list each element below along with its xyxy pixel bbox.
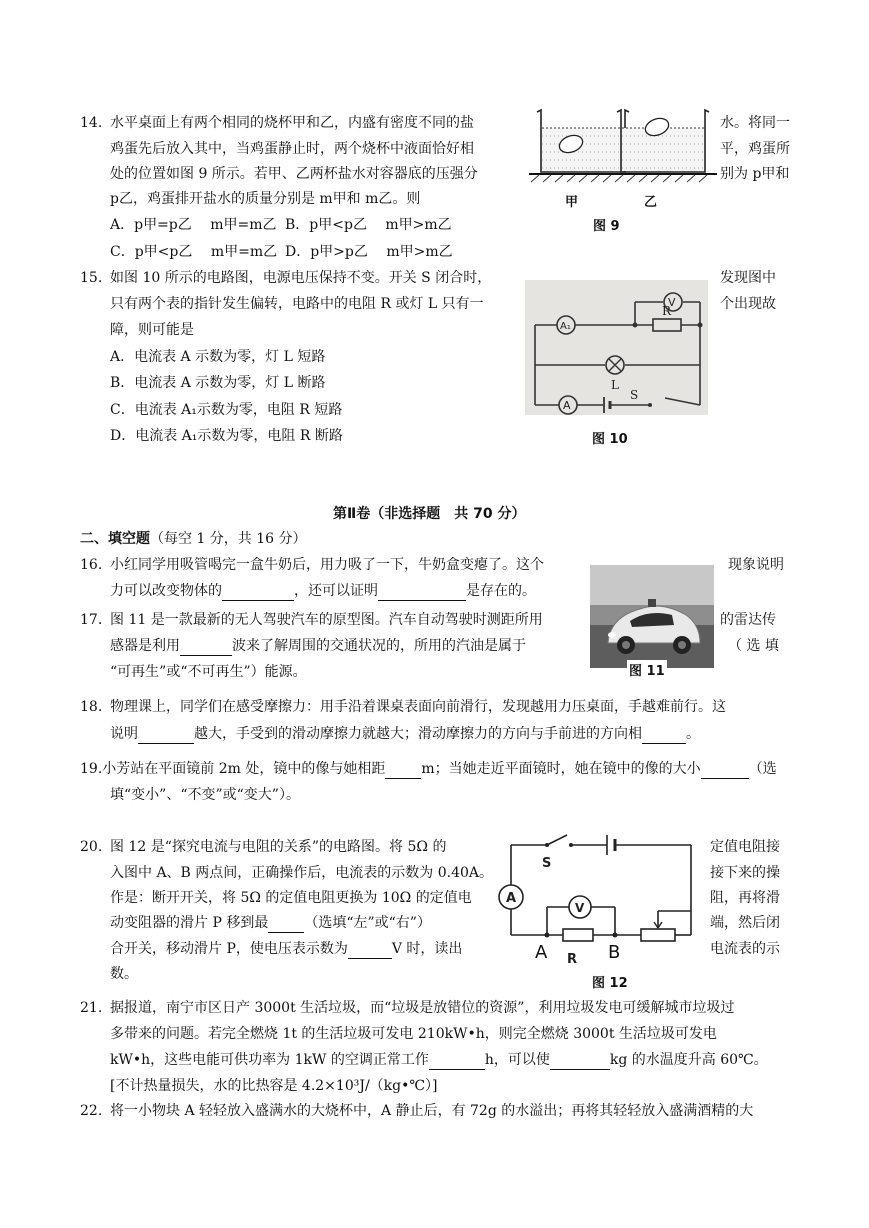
q20-line4 (110, 913, 431, 933)
q14-line4: p乙，鸡蛋排开盐水的质量分别是 m甲和 m乙。则 (110, 191, 421, 207)
q19-text-b: m；当她走近平面镜时，她在镜中的像的大小 (421, 761, 701, 777)
figure-9-label-left: 甲 (565, 195, 579, 210)
figure-12-voltmeter-label: V (575, 901, 585, 915)
q14-line2: 鸡蛋先后放入其中，当鸡蛋静止时，两个烧杯中液面恰好相 (110, 141, 474, 157)
q20-line5 (110, 939, 462, 959)
q18-text-b: 越大，手受到的滑动摩擦力就越大；滑动摩擦力的方向与手前进的方向相 (194, 726, 642, 742)
q21-text-b: h，可以使 (484, 1052, 550, 1068)
q20-number: 20. (80, 839, 103, 855)
q16-text-b: ，还可以证明 (294, 583, 378, 599)
q20-text-b: （选填“左”或“右”） (304, 915, 431, 931)
q20-text-c: 合开关，移动滑片 P，使电压表示数为 (110, 941, 348, 957)
q15-option-a: A．电流表 A 示数为零，灯 L 短路 (110, 349, 326, 365)
figure-12-caption: 图 12 (592, 976, 628, 991)
q20-blank-1[interactable] (268, 918, 304, 933)
q16-blank-2[interactable] (378, 586, 466, 601)
q16-number: 16. (80, 557, 103, 573)
q14-option-a: A．p甲=p乙 m甲=m乙 (110, 217, 277, 233)
q14-line3: 处的位置如图 9 所示。若甲、乙两杯盐水对容器底的压强分 (110, 166, 478, 182)
figure-12-point-b: B (608, 942, 621, 963)
q17-line1-right: 的雷达传 (720, 612, 776, 628)
q18-blank-1[interactable] (138, 729, 194, 744)
q17-number: 17. (80, 612, 103, 628)
q21-text-a: kW•h，这些电能可供功率为 1kW 的空调正常工作 (110, 1052, 429, 1068)
q21-line1: 据报道，南宁市区日产 3000t 生活垃圾，而“垃圾是放错位的资源”，利用垃圾发电可缓解城市垃圾过 (110, 1000, 735, 1016)
q22-line1: 将一小物块 A 轻轻放入盛满水的大烧杯中，A 静止后，有 72g 的水溢出；再将其轻轻放入盛满酒精的大 (110, 1103, 754, 1119)
figure-10-voltmeter-label: V (668, 296, 676, 309)
q21-line4: [不计热量损失，水的比热容是 4.2×10³J/（kg•℃）] (110, 1078, 438, 1094)
figure-10-switch-label: S (630, 388, 639, 402)
q19-blank-2[interactable] (701, 764, 749, 779)
figure-10-caption: 图 10 (592, 432, 628, 447)
figure-12-switch-label: S (542, 856, 552, 871)
figure-10-lamp-label: L (611, 378, 619, 392)
q17-line2-right: （ 选 填 (728, 638, 779, 654)
q15-line2-right: 个出现故 (720, 296, 776, 312)
q15-line2: 只有两个表的指针发生偏转，电路中的电阻 R 或灯 L 只有一 (110, 296, 484, 312)
q14-number: 14. (80, 115, 103, 131)
q15-option-d: D．电流表 A₁示数为零，电阻 R 断路 (110, 428, 343, 444)
section2-note: （每空 1 分，共 16 分） (150, 531, 307, 547)
q17-text-b: 波来了解周围的交通状况的，所用的汽油是属于 (232, 638, 526, 654)
q14-option-c: C．p甲<p乙 m甲=m乙 (110, 244, 278, 260)
q20-line2: 入图中 A、B 两点间，正确操作后，电流表的示数为 0.40A。 (110, 865, 494, 881)
part2-title: 第Ⅱ卷（非选择题 共 70 分） (333, 506, 526, 522)
q19-line1 (80, 759, 777, 779)
q16-line1: 小红同学用吸管喝完一盒牛奶后，用力吸了一下，牛奶盒变瘪了。这个 (110, 557, 544, 573)
figure-10-ammeter-label: A (563, 399, 571, 412)
figure-12-resistor-label: R (567, 952, 578, 967)
q20-line6: 数。 (110, 966, 138, 982)
q17-line1: 图 11 是一款最新的无人驾驶汽车的原型图。汽车自动驾驶时测距所用 (110, 612, 543, 628)
q22-number: 22. (80, 1103, 103, 1119)
figure-10-circuit (525, 280, 708, 415)
figure-11-caption: 图 11 (627, 660, 667, 679)
q15-option-b: B．电流表 A 示数为零，灯 L 断路 (110, 375, 326, 391)
q14-option-b: B．p甲<p乙 m甲>m乙 (285, 217, 452, 233)
q18-text-a: 说明 (110, 726, 138, 742)
q20-text-a: 动变阻器的滑片 P 移到最 (110, 915, 269, 931)
q14-line3-right: 别为 p甲和 (720, 166, 790, 182)
q20-line2-right: 接下来的操 (710, 865, 780, 881)
q21-blank-2[interactable] (550, 1055, 610, 1070)
q20-blank-2[interactable] (348, 944, 392, 959)
figure-11-car-photo (590, 565, 714, 668)
q21-line2: 多带来的问题。若完全燃烧 1t 的生活垃圾可发电 210kW•h，则完全燃烧 3000t 生活垃圾可发电 (110, 1026, 717, 1042)
q20-line5-right: 电流表的示 (710, 941, 780, 957)
q18-blank-2[interactable] (642, 729, 686, 744)
figure-12-point-a: A (535, 942, 548, 963)
q21-blank-1[interactable] (429, 1055, 485, 1070)
q15-line3: 障，则可能是 (110, 322, 194, 338)
q20-line3: 作是：断开开关，将 5Ω 的定值电阻更换为 10Ω 的定值电 (110, 890, 472, 906)
q16-line1-right: 现象说明 (728, 557, 784, 573)
q16-text-c: 是存在的。 (466, 583, 536, 599)
q19-text-c: （选 (748, 761, 777, 777)
figure-9-label-right: 乙 (644, 195, 658, 210)
section2-heading: 二、填空题 (80, 531, 150, 547)
q21-number: 21. (80, 1000, 103, 1016)
q15-option-c: C．电流表 A₁示数为零，电阻 R 短路 (110, 402, 343, 418)
q14-line1: 水平桌面上有两个相同的烧杯甲和乙，内盛有密度不同的盐 (110, 115, 474, 131)
q14-line1-right: 水。将同一 (720, 115, 790, 131)
q15-number: 15. (80, 270, 103, 286)
q15-line1-right: 发现图中 (720, 270, 776, 286)
q17-text-a: 感器是利用 (110, 638, 180, 654)
q19-blank-1[interactable] (385, 764, 421, 779)
q16-blank-1[interactable] (222, 586, 294, 601)
q18-line1: 物理课上，同学们在感受摩擦力：用手沿着课桌表面向前滑行，发现越用力压桌面，手越难前行。这 (110, 699, 726, 715)
q18-text-c: 。 (686, 726, 700, 742)
q21-line3 (110, 1050, 768, 1070)
q14-line2-right: 平，鸡蛋所 (720, 141, 790, 157)
q19-line2: 填“变小”、“不变”或“变大”）。 (110, 787, 300, 803)
q16-line2 (110, 581, 536, 601)
q18-number: 18. (80, 699, 103, 715)
q17-line3: “可再生”或“不可再生”）能源。 (110, 664, 307, 680)
q20-line3-right: 阻，再将滑 (710, 890, 780, 906)
q20-line1-right: 定值电阻接 (710, 839, 780, 855)
figure-9-beakers (525, 100, 720, 205)
figure-12-ammeter-label: A (506, 891, 517, 906)
q18-line2 (110, 724, 700, 744)
q19-text-a: 小芳站在平面镜前 2m 处，镜中的像与她相距 (102, 761, 386, 777)
q20-text-d: V 时，读出 (391, 941, 463, 957)
q17-blank-1[interactable] (180, 641, 232, 656)
q14-option-d: D．p甲>p乙 m甲>m乙 (285, 244, 453, 260)
q16-text-a: 力可以改变物体的 (110, 583, 222, 599)
q17-line2 (110, 636, 526, 656)
figure-12-circuit (495, 825, 705, 970)
q20-line4-right: 端，然后闭 (710, 915, 780, 931)
figure-10-ammeter1-label: A₁ (560, 321, 571, 332)
q15-line1: 如图 10 所示的电路图，电源电压保持不变。开关 S 闭合时， (110, 270, 492, 286)
q21-text-c: kg 的水温度升高 60℃。 (609, 1052, 768, 1068)
q20-line1: 图 12 是“探究电流与电阻的关系”的电路图。将 5Ω 的 (110, 839, 447, 855)
figure-10-resistor-label: R (662, 304, 672, 318)
q19-number: 19. (80, 761, 103, 777)
figure-9-caption: 图 9 (593, 219, 620, 234)
